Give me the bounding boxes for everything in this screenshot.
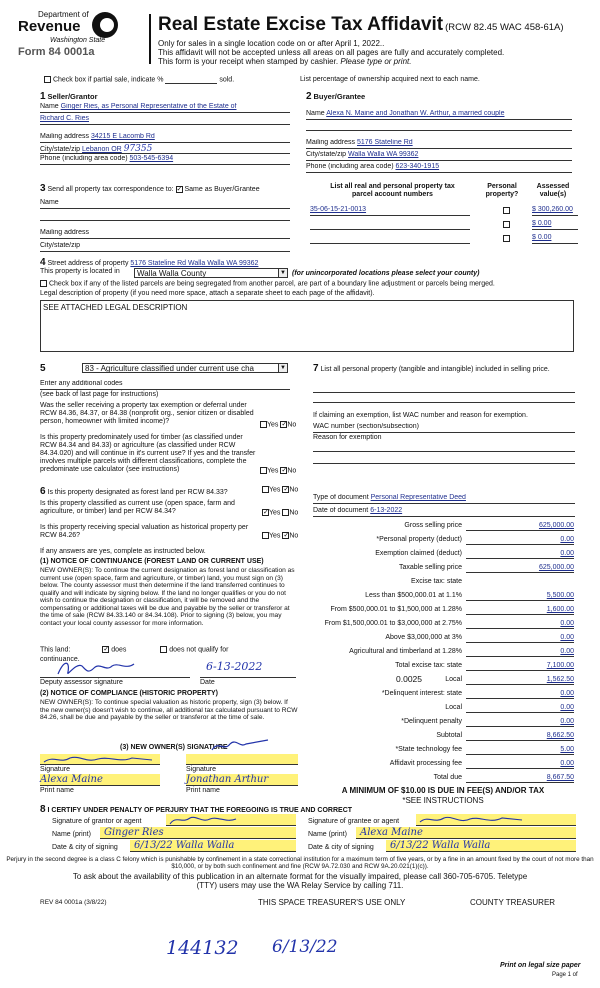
if-yes-note: If any answers are yes, complete as instructed below. — [40, 548, 206, 555]
historic-answer — [262, 532, 298, 540]
seller-city-field[interactable] — [40, 144, 290, 154]
sec7-row — [313, 363, 575, 375]
sec4-num: 4 — [40, 257, 46, 268]
tax-label: Total due — [433, 774, 462, 781]
print-name-label-1: Print name — [40, 787, 74, 794]
timber-yes-checkbox[interactable] — [260, 467, 267, 474]
tax-label: Local — [445, 704, 462, 711]
doc-type-label: Type of document — [313, 494, 369, 501]
grantor-signature-image — [166, 814, 256, 826]
tax-row — [312, 634, 574, 645]
buyer-phone-field[interactable] — [306, 163, 572, 173]
tax-value[interactable]: 0.00 — [466, 620, 574, 629]
seller-city-value: Lebanon OR — [82, 146, 122, 153]
buyer-phone-label: Phone (including area code) — [306, 163, 394, 170]
historic-yes-checkbox[interactable] — [262, 532, 269, 539]
corr-city-field[interactable] — [40, 242, 290, 252]
tax-row — [312, 732, 574, 743]
tax-label: From $1,500,000.01 to $3,000,000 at 2.75% — [324, 620, 462, 627]
county-label: This property is located in — [40, 268, 120, 275]
tax-label: Total excise tax: state — [395, 662, 462, 669]
tax-row — [312, 718, 574, 729]
tax-row — [312, 774, 574, 785]
county-select[interactable] — [134, 268, 288, 278]
segregated-checkbox[interactable] — [40, 280, 47, 287]
compliance-heading: (2) NOTICE OF COMPLIANCE (HISTORIC PROPERTY) — [40, 690, 218, 697]
exemption-yes-checkbox[interactable] — [260, 421, 267, 428]
buyer-name-label: Name — [306, 110, 325, 117]
treasurer-only: THIS SPACE TREASURER'S USE ONLY — [258, 898, 406, 907]
owner-signature-2-box[interactable] — [186, 754, 298, 765]
tax-value[interactable]: 5.00 — [466, 746, 574, 755]
reason-field[interactable] — [313, 444, 575, 452]
forest-no-checkbox[interactable]: ✓ — [283, 486, 290, 493]
partial-sale-percent-field[interactable] — [165, 77, 217, 84]
tax-value[interactable]: 0.00 — [466, 718, 574, 727]
continuance-label: continuance. — [40, 656, 80, 663]
tax-value[interactable]: 0.00 — [466, 760, 574, 769]
this-land-label: This land: — [40, 646, 71, 654]
grantor-date-field[interactable]: 6/13/22 Walla Walla — [130, 840, 296, 852]
partial-sale-sold: sold. — [219, 76, 235, 84]
signature-label-1: Signature — [40, 766, 70, 773]
grantor-signature-row — [52, 818, 142, 826]
deputy-date-label: Date — [200, 679, 215, 686]
tax-row — [312, 676, 574, 687]
use-code-select[interactable] — [82, 363, 288, 373]
grantee-signature-image — [416, 814, 526, 826]
forest-question — [40, 486, 260, 498]
deputy-signature-line[interactable] — [40, 670, 190, 678]
tax-row — [312, 536, 574, 547]
street-address-row — [40, 257, 258, 269]
parcels-header-1 — [310, 183, 475, 199]
form-title: Real Estate Excise Tax Affidavit — [158, 14, 444, 35]
owner-print-name-2[interactable]: Jonathan Arthur — [186, 774, 298, 786]
tax-value[interactable]: 0.00 — [466, 536, 574, 545]
personal-property-line[interactable] — [313, 387, 575, 393]
assessed-value-field[interactable]: $ 300,260.00 — [532, 206, 578, 216]
perjury-notice: Perjury in the second degree is a class C felony which is punishable by confinement in a state correctional institution for a maximum term of five years, or by a fine in an amount fixed by the court of not more than $10,000, or by both such confinement and fine (RCW 9A.72.030 and RCW 9A.20.021(1)(c)). — [6, 856, 594, 871]
assessor-date-handwritten: 6-13-2022 — [206, 660, 263, 673]
wac-label: WAC number (section/subsection) — [313, 423, 419, 430]
treasurer-date-handwritten: 6/13/22 — [272, 937, 338, 957]
exemption-question: Was the seller receiving a property tax exemption or deferral under RCW 84.36, 84.37, or 84.38 (nonprofit org., senior citizen or disabled person, homeowner with limited income)? — [40, 402, 254, 426]
tax-label: Taxable selling price — [398, 564, 462, 571]
tax-value[interactable]: 0.00 — [466, 550, 574, 559]
doc-date-value: 6-13-2022 — [370, 507, 403, 514]
parcel-row — [310, 206, 576, 217]
grantee-signature-field[interactable] — [416, 814, 576, 826]
chevron-down-icon[interactable]: ▼ — [278, 364, 287, 373]
dept-line1: Department of — [38, 10, 89, 19]
seller-heading — [40, 91, 98, 103]
corr-city-label: City/state/zip — [40, 242, 81, 249]
reason-field-2[interactable] — [313, 456, 575, 464]
form-title-ref: (RCW 82.45 WAC 458-61A) — [445, 22, 564, 33]
grantor-date-label: Date & city of signing — [52, 844, 118, 851]
correspondence-row — [40, 183, 260, 195]
seller-num: 1 — [40, 91, 46, 102]
doc-date-label: Date of document — [313, 507, 369, 514]
county-treasurer: COUNTY TREASURER — [470, 898, 556, 907]
see-back-note: (see back of last page for instructions) — [40, 391, 159, 398]
owner-signature-1-image — [40, 754, 156, 765]
parcels-h3b: value(s) — [539, 191, 567, 199]
continuance-paragraph: NEW OWNER(S): To continue the current designation as forest land or classification as current use (open space, farm and agriculture, or timber) land, you must sign on (3) below. The county assessor must then determine if the land transferred continues to qualify and will indicate by signing below. If the land no longer qualifies or you do not wish to continue the designation or classification, it will be removed and the compensating or additional taxes will be due and payable by the seller or transferor at the time of sale (RCW 84.33.140 or 84.34.108). Prior to signing (3) below, you may contact your local county assessor for more information. — [40, 567, 295, 628]
tax-row — [312, 606, 574, 617]
tax-label: Exemption claimed (deduct) — [375, 550, 462, 557]
parcel-row — [310, 220, 576, 231]
tax-value[interactable]: 5,500.00 — [466, 592, 574, 601]
parcel-row — [310, 234, 576, 245]
grantor-signature-field[interactable] — [166, 814, 296, 826]
tax-row — [312, 704, 574, 715]
rev-number: REV 84 0001a (3/8/22) — [40, 899, 107, 906]
sec7-num: 7 — [313, 363, 319, 374]
partial-sale-checkbox[interactable] — [44, 76, 51, 83]
deputy-date-line[interactable] — [200, 670, 296, 678]
corr-name-label: Name — [40, 199, 59, 206]
personal-property-checkbox[interactable] — [503, 207, 510, 214]
buyer-mailing-value: 5176 Stateline Rd — [356, 139, 413, 146]
seller-name-label: Name — [40, 103, 59, 110]
sec5-num: 5 — [40, 363, 46, 374]
corr-same-label: Same as Buyer/Grantee — [184, 186, 260, 193]
tax-label: Excise tax: state — [411, 578, 462, 585]
chevron-down-icon[interactable]: ▼ — [278, 269, 287, 278]
seller-name-value: Ginger Ries, as Personal Representative of the Estate of — [60, 103, 237, 110]
tax-label: Gross selling price — [404, 522, 462, 529]
tax-row — [312, 620, 574, 631]
tax-value[interactable]: 0.00 — [466, 634, 574, 643]
buyer-name-field[interactable] — [306, 110, 572, 120]
form-title-wrap — [158, 14, 564, 36]
tax-label: From $500,000.01 to $1,500,000 at 1.28% — [330, 606, 462, 613]
minimum-notice: A MINIMUM OF $10.00 IS DUE IN FEE(S) AND/OR TAX — [341, 786, 545, 795]
parcels-h1: List all real and personal property tax — [330, 183, 455, 190]
wac-field[interactable] — [313, 423, 575, 433]
buyer-city-field[interactable] — [306, 151, 572, 161]
tax-row — [312, 592, 574, 603]
seller-mailing-label: Mailing address — [40, 133, 90, 140]
tax-label: Less than $500,000.01 at 1.1% — [365, 592, 462, 599]
seller-phone-field[interactable] — [40, 155, 290, 165]
tax-value[interactable]: 625,000.00 — [466, 522, 574, 531]
parcels-h2: Personal — [487, 183, 517, 190]
county-note: (for unincorporated locations please select your county) — [292, 270, 480, 277]
doc-type-value: Personal Representative Deed — [370, 494, 466, 501]
grantee-date-field[interactable]: 6/13/22 Walla Walla — [386, 840, 576, 852]
seller-name-field-2[interactable] — [40, 115, 290, 125]
forest-answer — [262, 486, 298, 494]
buyer-city-value: Walla Walla WA 99362 — [348, 151, 419, 158]
seller-city-label: City/state/zip — [40, 146, 81, 153]
grantee-name-label: Name (print) — [308, 831, 347, 838]
additional-codes-label: Enter any additional codes — [40, 380, 123, 387]
corr-mailing-label: Mailing address — [40, 229, 90, 236]
owner-print-name-1[interactable]: Alexa Maine — [40, 774, 160, 786]
grantee-date-label: Date & city of signing — [308, 844, 374, 851]
county-row — [40, 268, 120, 277]
tax-value[interactable]: 1,600.00 — [466, 606, 574, 615]
buyer-num: 2 — [306, 91, 312, 102]
no-label: No — [289, 532, 299, 540]
grantor-name-field[interactable]: Ginger Ries — [100, 827, 296, 839]
parcel-number-field[interactable] — [310, 220, 470, 230]
tax-label: *Personal property (deduct) — [376, 536, 462, 543]
tax-label: *State technology fee — [395, 746, 462, 753]
tax-row — [312, 578, 574, 589]
parcel-number-field[interactable]: 35-06-15-21-0013 — [310, 206, 470, 216]
tax-row — [312, 760, 574, 771]
sec6-num: 6 — [40, 486, 46, 497]
tax-row — [312, 662, 574, 673]
buyer-name-value: Alexa N. Maine and Jonathan W. Arthur, a married couple — [326, 110, 505, 117]
grantee-signature-label: Signature of grantee or agent — [308, 818, 400, 825]
grantor-name-label: Name (print) — [52, 831, 91, 838]
parcels-header-3 — [528, 183, 578, 199]
yes-label: Yes — [267, 467, 279, 475]
alt-format-2: (TTY) users may use the WA Relay Service by calling 711. — [196, 881, 404, 890]
forest-yes-checkbox[interactable] — [262, 486, 269, 493]
yes-label: Yes — [267, 421, 279, 429]
parcels-h2b: property? — [485, 191, 519, 199]
seller-phone-label: Phone (including area code) — [40, 155, 128, 162]
treasurer-number-handwritten: 144132 — [166, 937, 239, 959]
dept-line2: Revenue — [18, 18, 81, 35]
street-label: Street address of property — [47, 260, 129, 267]
assessed-value-field[interactable]: $ 0.00 — [532, 220, 578, 230]
current-use-yes-checkbox[interactable]: ✓ — [263, 509, 269, 516]
personal-property-line[interactable] — [313, 397, 575, 403]
tax-label: Agricultural and timberland at 1.28% — [349, 648, 462, 655]
timber-answer — [260, 467, 296, 475]
this-land-row — [40, 646, 228, 654]
segregated-label: Check box if any of the listed parcels are being segregated from another parcel, are part of a boundary line adjustment or parcels being merged. — [48, 280, 495, 288]
signature-label-2: Signature — [186, 766, 216, 773]
tax-row — [312, 648, 574, 659]
header-divider — [149, 14, 151, 64]
deputy-label: Deputy assessor signature — [40, 679, 123, 686]
new-owner-signature-image — [210, 736, 270, 754]
grantor-signature-label: Signature of grantor or agent — [52, 818, 142, 825]
local-rate: 0.0025 — [396, 674, 422, 684]
yes-label: Yes — [269, 509, 281, 517]
corr-num: 3 — [40, 183, 46, 194]
doc-date-field[interactable] — [313, 507, 575, 517]
buyer-name-field-2[interactable] — [306, 123, 572, 131]
notice-3-text: This form is your receipt when stamped by cashier. — [158, 57, 339, 66]
current-use-answer — [262, 509, 298, 517]
grantee-name-field[interactable]: Alexa Maine — [356, 827, 576, 839]
county-value: Walla Walla County — [137, 269, 207, 278]
buyer-heading — [306, 91, 365, 103]
header-notice-1: Only for sales in a single location code on or after April 1, 2022.. — [158, 39, 385, 48]
tax-value[interactable]: 8,662.50 — [466, 732, 574, 741]
tax-value[interactable]: 0.00 — [466, 690, 574, 699]
header-notice-3 — [158, 57, 411, 66]
seller-mailing-field[interactable] — [40, 133, 290, 143]
see-instructions: *SEE INSTRUCTIONS — [402, 796, 484, 805]
current-use-question: Is this property classified as current use (open space, farm and agriculture, or timber) land per RCW 84.34? — [40, 500, 235, 516]
exemption-note: If claiming an exemption, list WAC number and reason for exemption. — [313, 412, 528, 419]
buyer-phone-value: 623-340-1915 — [395, 163, 440, 170]
tax-value[interactable]: 8,667.50 — [466, 774, 574, 783]
legal-paper-note: Print on legal size paper — [500, 962, 581, 969]
sec8-num: 8 — [40, 804, 46, 815]
logo-mark-cutout — [100, 18, 114, 32]
tax-label: *Delinquent penalty — [401, 718, 462, 725]
personal-property-checkbox[interactable] — [503, 221, 510, 228]
forest-question-text: Is this property designated as forest land per RCW 84.33? — [47, 489, 228, 496]
parcels-header-2 — [482, 183, 522, 199]
tax-value[interactable]: 1,562.50 — [466, 676, 574, 685]
notice-3-emph: Please type or print. — [340, 57, 412, 66]
seller-phone-value: 503-545-6394 — [129, 155, 174, 162]
yes-label: Yes — [269, 532, 281, 540]
ownership-note: List percentage of ownership acquired next to each name. — [300, 76, 480, 83]
additional-codes-field[interactable] — [40, 380, 290, 390]
doc-type-field[interactable] — [313, 494, 575, 504]
yes-label: Yes — [269, 486, 281, 494]
corr-label: Send all property tax correspondence to: — [47, 186, 174, 193]
continuance-heading: (1) NOTICE OF CONTINUANCE (FOREST LAND OR CURRENT USE) — [40, 558, 264, 565]
does-not-label: does not qualify for — [169, 646, 229, 654]
tax-row — [312, 746, 574, 757]
partial-sale-row — [44, 76, 234, 84]
seller-heading-text: Seller/Grantor — [47, 92, 98, 101]
dor-logo — [8, 8, 148, 58]
tax-label: *Delinquent interest: state — [381, 690, 462, 697]
tax-row — [312, 690, 574, 701]
tax-row — [312, 564, 574, 575]
legal-label: Legal description of property (if you need more space, attach a separate sheet to each page of the affidavit). — [40, 290, 375, 297]
corr-mailing-field[interactable] — [40, 229, 290, 239]
tax-label: Affidavit processing fee — [389, 760, 462, 767]
does-label: does — [111, 646, 127, 654]
tax-value[interactable]: 0.00 — [466, 648, 574, 657]
timber-no-checkbox[interactable]: ✓ — [281, 467, 288, 474]
historic-no-checkbox[interactable]: ✓ — [283, 532, 290, 539]
header-notice-2: This affidavit will not be accepted unless all areas on all pages are fully and accurately completed. — [158, 48, 505, 57]
use-code-value: 83 - Agriculture classified under current use cha — [85, 364, 254, 373]
print-name-label-2: Print name — [186, 787, 220, 794]
no-label: No — [289, 509, 299, 517]
parcel-number-field[interactable] — [310, 234, 470, 244]
corr-name-field[interactable] — [40, 199, 290, 209]
tax-row — [312, 522, 574, 533]
exemption-no-checkbox[interactable]: ✓ — [281, 421, 288, 428]
tax-value[interactable]: 625,000.00 — [466, 564, 574, 573]
tax-value[interactable]: 0.00 — [466, 704, 574, 713]
tax-label: Above $3,000,000 at 3% — [385, 634, 462, 641]
segregated-row — [40, 280, 495, 288]
seller-mailing-value: 34215 E Lacomb Rd — [90, 133, 155, 140]
sec7-label: List all personal property (tangible and intangible) included in selling price. — [320, 366, 550, 373]
tax-label: Subtotal — [436, 732, 462, 739]
parcels-h3: Assessed — [536, 183, 570, 190]
no-label: No — [289, 486, 299, 494]
owner-signature-1-box[interactable] — [40, 754, 160, 765]
same-as-buyer-checkbox[interactable]: ✓ — [176, 185, 183, 193]
corr-name-field-2[interactable] — [40, 213, 290, 221]
no-label: No — [287, 467, 297, 475]
buyer-mailing-field[interactable] — [306, 139, 572, 149]
tax-label: Local — [445, 676, 462, 683]
tax-value[interactable]: 7,100.00 — [466, 662, 574, 671]
alt-format-1: To ask about the availability of this publication in an alternate format for the visually impaired, please call 360-705-6705. Teletype — [72, 872, 528, 881]
legal-description-value: SEE ATTACHED LEGAL DESCRIPTION — [43, 303, 188, 312]
street-value[interactable]: 5176 Stateline Rd Walla Walla WA 99362 — [130, 260, 259, 267]
does-not-checkbox[interactable] — [160, 646, 167, 653]
personal-property-checkbox[interactable] — [503, 235, 510, 242]
new-owner-signature-heading: (3) NEW OWNER(S) SIGNATURE — [120, 744, 228, 751]
certify-text: I CERTIFY UNDER PENALTY OF PERJURY THAT THE FOREGOING IS TRUE AND CORRECT — [47, 807, 353, 814]
tax-row — [312, 550, 574, 561]
parcels-h1b: parcel account numbers — [352, 191, 433, 199]
seller-name-field[interactable] — [40, 103, 290, 113]
dept-line3: Washington State — [50, 37, 106, 44]
compliance-paragraph: NEW OWNER(S): To continue special valuation as historic property, sign (3) below. If the new owner(s) doesn't wish to continue, all additional tax calculated pursuant to RCW 84.26, shall be due and payable by the seller or transferor at the time of sale. — [40, 699, 298, 722]
form-number: Form 84 0001a — [18, 46, 95, 58]
historic-question: Is this property receiving special valuation as historical property per RCW 84.26? — [40, 524, 249, 540]
legal-description-box[interactable] — [40, 300, 574, 352]
seller-name-value-2: Richard C. Ries — [40, 115, 90, 122]
buyer-heading-text: Buyer/Grantee — [313, 92, 366, 101]
buyer-city-label: City/state/zip — [306, 151, 347, 158]
seller-zip-handwritten: 97355 — [123, 144, 153, 154]
reason-label: Reason for exemption — [313, 434, 382, 441]
timber-question: Is this property predominately used for timber (as classified under RCW 84.34 and 84.33) or agriculture (as classified under RCW 84.34.020) and will continue in it's current use? If yes and the transfer involves multiple parcels with different classifications, complete the predominate use calculator (see instructions) — [40, 434, 256, 474]
page-note: Page 1 of — [552, 972, 578, 978]
does-checkbox[interactable]: ✓ — [103, 646, 110, 653]
assessed-value-field[interactable]: $ 0.00 — [532, 234, 578, 244]
exemption-answer — [260, 421, 296, 429]
partial-sale-label: Check box if partial sale, indicate % — [52, 76, 164, 84]
buyer-mailing-label: Mailing address — [306, 139, 356, 146]
no-label: No — [287, 421, 297, 429]
